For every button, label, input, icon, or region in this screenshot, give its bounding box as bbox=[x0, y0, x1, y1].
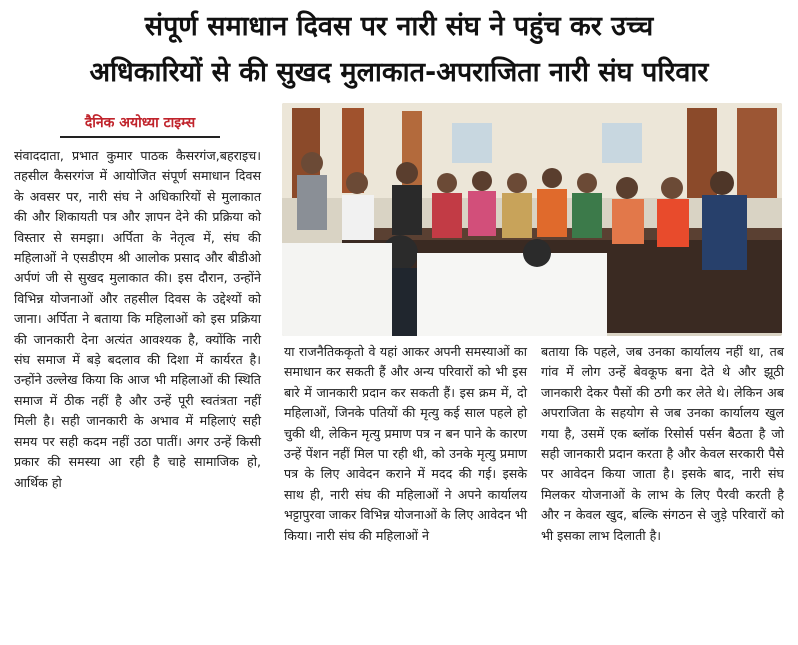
article-text-col3: बताया कि पहले, जब उनका कार्यालय नहीं था, तब गांव में लोग उन्हें बेवकूफ बना देते थे और झूठी जानकारी देकर पैसों की ठगी कर लेते थे। लेकिन अब अपराजिता के सहयोग से जब उनका कार्यालय खुल गया है, उसमें एक ब्लॉक रिसोर्स पर्सन बैठता है जो सही जानकारी प्रदान करता है और केवल सरकारी पैसे पर आवेदन किया जाता है। इसके बाद, नारी संघ मिलकर योजनाओं के लाभ के लिए पैरवी करती है और न केवल खुद, बल्कि संगठन से जुड़े परिवारों को भी इसका लाभ दिलाती है। bbox=[541, 344, 784, 543]
meeting-photo-illustration bbox=[282, 103, 782, 336]
headline-line-1: संपूर्ण समाधान दिवस पर नारी संघ ने पहुंच कर उच्च bbox=[144, 11, 654, 42]
article-column-2 bbox=[284, 342, 527, 546]
newspaper-masthead: दैनिक अयोध्या टाइम्स bbox=[60, 110, 220, 138]
headline-line-2: अधिकारियों से की सुखद मुलाकात-अपराजिता नारी संघ परिवार bbox=[89, 57, 709, 88]
article-column-3 bbox=[541, 342, 784, 546]
article-column-1 bbox=[14, 146, 261, 493]
meeting-photo bbox=[282, 103, 782, 336]
article-text-col1: संवाददाता, प्रभात कुमार पाठक कैसरगंज,बहराइच। तहसील कैसरगंज में आयोजित संपूर्ण समाधान दिवस के अवसर पर, नारी संघ ने अधिकारियों से मुलाकात की और शिकायती पत्र और ज्ञापन देने की प्रक्रिया को विस्तार से समझा। अर्पिता के नेतृत्व में, संघ की महिलाओं ने एसडीएम श्री आलोक प्रसाद और बीडीओ अर्पणं जी से सुखद मुलाकात की। इस दौरान, उन्होंने विभिन्न योजनाओं और तहसील दिवस के उद्देश्यों को जाना। अर्पिता ने बताया कि महिलाओं को इस प्रक्रिया की जानकारी देना अत्यंत आवश्यक है, क्योंकि नारी संघ समाज में बड़े बदलाव की दिशा में कार्यरत है। उन्होंने उल्लेख किया कि आज भी महिलाओं की स्थिति समाज में ठीक नहीं है और उन्हें पूरी स्वतंत्रता नहीं मिली है। सही जानकारी के अभाव में महिलाएं सही समय पर सही कदम नहीं उठा पातीं। अगर उन्हें किसी प्रकार की समस्या आ रही है चाहे सामाजिक हो, आर्थिक हो bbox=[14, 148, 261, 490]
article-text-col2: या राजनैतिककृतो वे यहां आकर अपनी समस्याओं का समाधान कर सकती हैं और अन्य परिवारों को भी इस बारे में जानकारी प्रदान कर सकती हैं। इस क्रम में, दो महिलाओं, जिनके पतियों की मृत्यु कई साल पहले हो चुकी थी, लेकिन मृत्यु प्रमाण पत्र न बन पाने के कारण उन्हें पेंशन नहीं मिल पा रही थी, को उनके मृत्यु प्रमाण पत्र के लिए आवेदन कराने में मदद की गई। इसके साथ ही, नारी संघ की महिलाओं ने अपने कार्यालय भट्टापुरवा जाकर विभिन्न योजनाओं के लिए आवेदन भी किया। नारी संघ की महिलाओं ने bbox=[284, 344, 527, 543]
headline bbox=[0, 4, 798, 96]
